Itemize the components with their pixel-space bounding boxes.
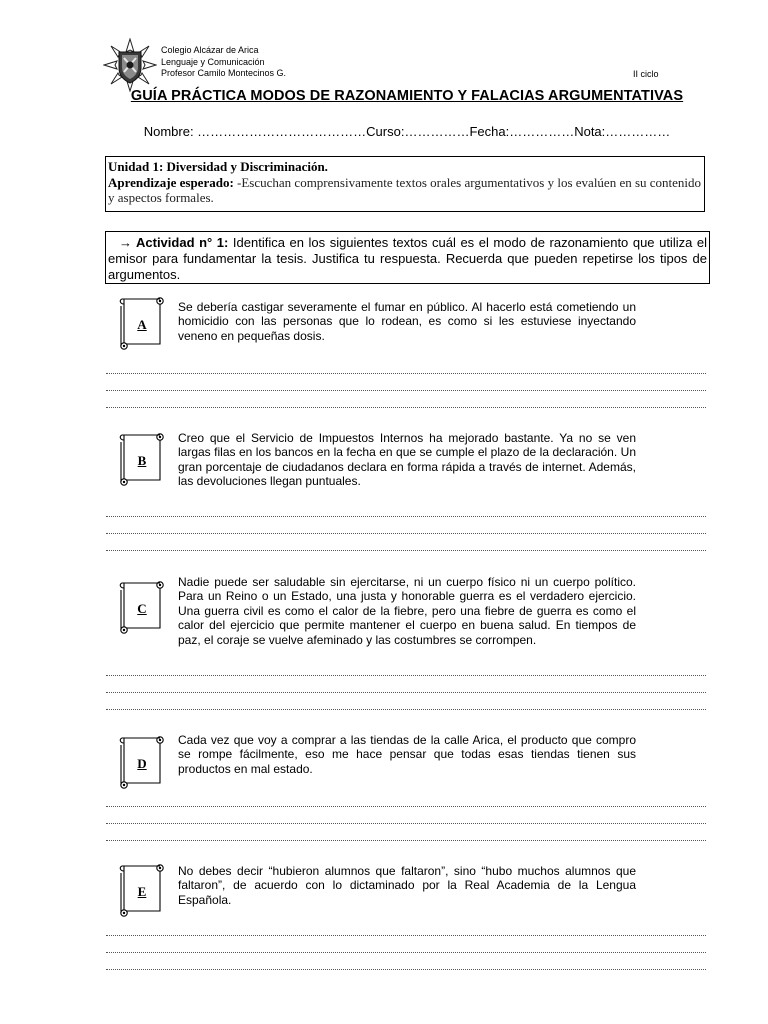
cycle-label: II ciclo bbox=[633, 69, 659, 79]
answer-line[interactable] bbox=[106, 390, 706, 391]
page-title: GUÍA PRÁCTICA MODOS DE RAZONAMIENTO Y FALACIAS ARGUMENTATIVAS bbox=[130, 88, 684, 104]
answer-line[interactable] bbox=[106, 675, 706, 676]
answer-line[interactable] bbox=[106, 373, 706, 374]
item-letter: A bbox=[137, 317, 147, 332]
item-text: Creo que el Servicio de Impuestos Internos ha mejorado bastante. Ya no se ven largas filas en los bancos en la fecha en que se cumple el plazo de la declaración. Un gran porcentaje de ciudadanos declara en forma rápida a través de internet. Además, las devoluciones llegan puntuales. bbox=[178, 431, 636, 489]
student-fields-line: Nombre: …………………………………Curso:……………Fecha:……………Nota:…………… bbox=[143, 124, 671, 139]
item-text: No debes decir “hubieron alumnos que faltaron”, sino “hubo muchos alumnos que faltaron”, de acuerdo con lo dictaminado por la Real Academia de la Lengua Española. bbox=[178, 864, 636, 907]
item-text: Cada vez que voy a comprar a las tiendas de la calle Arica, el producto que compro se rompe fácilmente, eso me hace pensar que todas esas tiendas tienen sus productos en mal estado. bbox=[178, 733, 636, 776]
answer-line[interactable] bbox=[106, 407, 706, 408]
arrow-right-icon: → bbox=[119, 235, 132, 250]
item-text: Nadie puede ser saludable sin ejercitarse, ni un cuerpo físico ni un cuerpo político. Para un Reino o un Estado, una justa y honorable guerra es el verdadero ejercicio. Una guerra civil es como el calor de la fiebre, pero una fiebre de guerra es como el calor del ejercicio que permite mantener el cuerpo en buena salud. En tiempos de paz, el coraje se vuelve afeminado y las costumbres se corrompen. bbox=[178, 575, 636, 647]
teacher-name: Profesor Camilo Montecinos G. bbox=[161, 68, 287, 78]
school-info bbox=[161, 45, 286, 80]
answer-line[interactable] bbox=[106, 935, 706, 936]
item-text: Se debería castigar severamente el fumar en público. Al hacerlo está cometiendo un homicidio con las personas que lo rodean, es como si les estuviese inyectando veneno en pequeñas dosis. bbox=[178, 300, 636, 343]
answer-line[interactable] bbox=[106, 533, 706, 534]
item-letter: E bbox=[137, 884, 147, 899]
answer-line[interactable] bbox=[106, 840, 706, 841]
school-crest-icon bbox=[103, 38, 157, 92]
activity-box bbox=[105, 231, 710, 284]
subject-name: Lenguaje y Comunicación bbox=[161, 56, 265, 67]
answer-line[interactable] bbox=[106, 823, 706, 824]
answer-line[interactable] bbox=[106, 516, 706, 517]
answer-line[interactable] bbox=[106, 550, 706, 551]
school-name: Colegio Alcázar de Arica bbox=[161, 45, 259, 55]
answer-line[interactable] bbox=[106, 709, 706, 710]
answer-line[interactable] bbox=[106, 806, 706, 807]
answer-line[interactable] bbox=[106, 969, 706, 970]
item-letter: B bbox=[137, 453, 147, 468]
expected-learning-text: -Escuchan comprensivamente textos orales argumentativos y los evalúen en su contenido y aspectos formales. bbox=[108, 174, 702, 205]
unit-title: Unidad 1: Diversidad y Discriminación. bbox=[108, 159, 328, 174]
expected-learning-label: Aprendizaje esperado: bbox=[108, 174, 234, 190]
answer-line[interactable] bbox=[106, 952, 706, 953]
activity-instructions: Identifica en los siguientes textos cuál es el modo de razonamiento que utiliza el emisor para fundamentar la tesis. Justifica tu respuesta. Recuerda que pueden repetirse los tipos de argumentos. bbox=[108, 235, 708, 282]
item-letter: D bbox=[137, 756, 147, 771]
answer-line[interactable] bbox=[106, 692, 706, 693]
item-letter: C bbox=[137, 601, 147, 616]
activity-label: Actividad n° 1: bbox=[136, 235, 229, 250]
unit-box bbox=[105, 156, 705, 212]
